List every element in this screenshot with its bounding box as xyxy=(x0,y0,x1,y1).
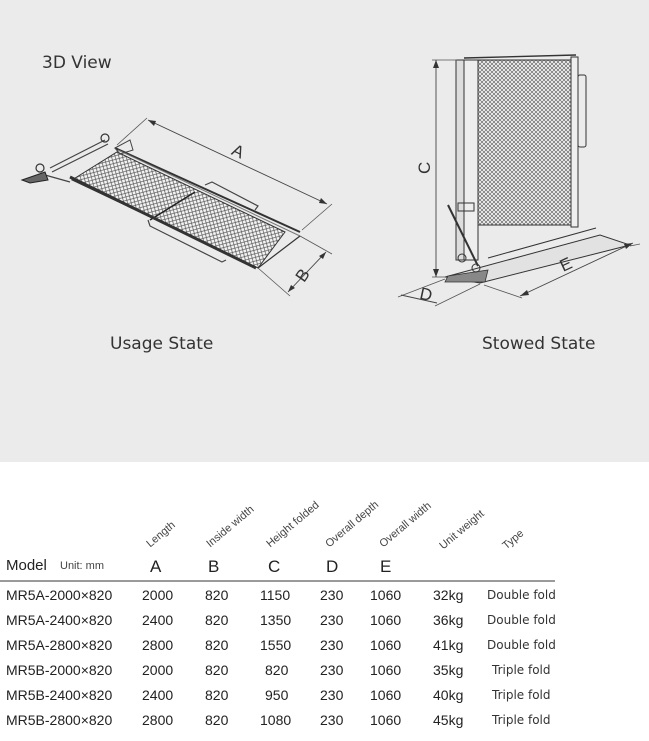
header-overall-width: Overall width xyxy=(377,499,434,550)
cell-a: 2800 xyxy=(142,712,174,728)
cell-c: 1350 xyxy=(260,612,292,628)
cell-d: 230 xyxy=(320,637,344,653)
header-letter-c: C xyxy=(268,557,281,576)
usage-state-diagram xyxy=(0,100,345,320)
cell-c: 1550 xyxy=(260,637,292,653)
cell-c: 1080 xyxy=(260,712,292,728)
cell-model: MR5A-2800×820 xyxy=(6,637,113,653)
header-letter-a: A xyxy=(150,557,162,576)
header-letter-b: B xyxy=(208,557,220,576)
cell-e: 1060 xyxy=(370,687,402,703)
dim-a-label: A xyxy=(228,140,248,163)
cell-e: 1060 xyxy=(370,662,402,678)
cell-a: 2400 xyxy=(142,687,174,703)
header-divider xyxy=(0,580,555,582)
cell-a: 2400 xyxy=(142,612,174,628)
cell-a: 2000 xyxy=(142,662,174,678)
table-row xyxy=(0,612,649,637)
dim-c-label: C xyxy=(415,161,434,174)
stowed-state-label: Stowed State xyxy=(482,334,596,354)
cell-type: Double fold xyxy=(487,588,556,602)
cell-d: 230 xyxy=(320,712,344,728)
view-title: 3D View xyxy=(42,53,112,73)
header-model: Model xyxy=(6,557,47,574)
cell-model: MR5B-2000×820 xyxy=(6,662,113,678)
cell-e: 1060 xyxy=(370,587,402,603)
cell-c: 950 xyxy=(265,687,289,703)
dim-d-label: D xyxy=(418,283,435,306)
cell-type: Triple fold xyxy=(492,688,551,702)
cell-type: Double fold xyxy=(487,638,556,652)
table-row xyxy=(0,637,649,662)
cell-type: Triple fold xyxy=(492,663,551,677)
dim-e-label: E xyxy=(556,253,576,276)
cell-d: 230 xyxy=(320,587,344,603)
table-row xyxy=(0,662,649,687)
cell-weight: 36kg xyxy=(433,612,464,628)
cell-type: Triple fold xyxy=(492,713,551,727)
cell-model: MR5A-2000×820 xyxy=(6,587,113,603)
table-row xyxy=(0,587,649,612)
cell-weight: 45kg xyxy=(433,712,464,728)
cell-b: 820 xyxy=(205,587,229,603)
cell-e: 1060 xyxy=(370,712,402,728)
header-letter-d: D xyxy=(326,557,339,576)
cell-model: MR5B-2800×820 xyxy=(6,712,113,728)
cell-d: 230 xyxy=(320,662,344,678)
header-overall-depth: Overall depth xyxy=(323,498,382,550)
table-row xyxy=(0,712,649,737)
cell-b: 820 xyxy=(205,662,229,678)
cell-model: MR5B-2400×820 xyxy=(6,687,113,703)
cell-b: 820 xyxy=(205,712,229,728)
cell-a: 2000 xyxy=(142,587,174,603)
dim-b-label: B xyxy=(291,265,314,286)
header-unit-weight: Unit weight xyxy=(437,507,487,552)
header-type: Type xyxy=(500,527,527,552)
usage-state-label: Usage State xyxy=(110,334,214,354)
cell-a: 2800 xyxy=(142,637,174,653)
header-length: Length xyxy=(144,519,178,550)
cell-e: 1060 xyxy=(370,612,402,628)
cell-weight: 35kg xyxy=(433,662,464,678)
cell-type: Double fold xyxy=(487,613,556,627)
header-height-folded: Height folded xyxy=(264,499,322,550)
cell-d: 230 xyxy=(320,612,344,628)
header-unit: Unit: mm xyxy=(60,560,104,572)
header-inside-width: Inside width xyxy=(204,503,257,550)
cell-b: 820 xyxy=(205,687,229,703)
cell-weight: 32kg xyxy=(433,587,464,603)
cell-b: 820 xyxy=(205,612,229,628)
cell-d: 230 xyxy=(320,687,344,703)
cell-weight: 41kg xyxy=(433,637,464,653)
stowed-state-diagram xyxy=(380,40,649,320)
table-row xyxy=(0,687,649,712)
cell-e: 1060 xyxy=(370,637,402,653)
cell-b: 820 xyxy=(205,637,229,653)
cell-c: 1150 xyxy=(260,587,291,603)
cell-weight: 40kg xyxy=(433,687,464,703)
cell-model: MR5A-2400×820 xyxy=(6,612,113,628)
cell-c: 820 xyxy=(265,662,289,678)
header-letter-e: E xyxy=(380,557,392,576)
